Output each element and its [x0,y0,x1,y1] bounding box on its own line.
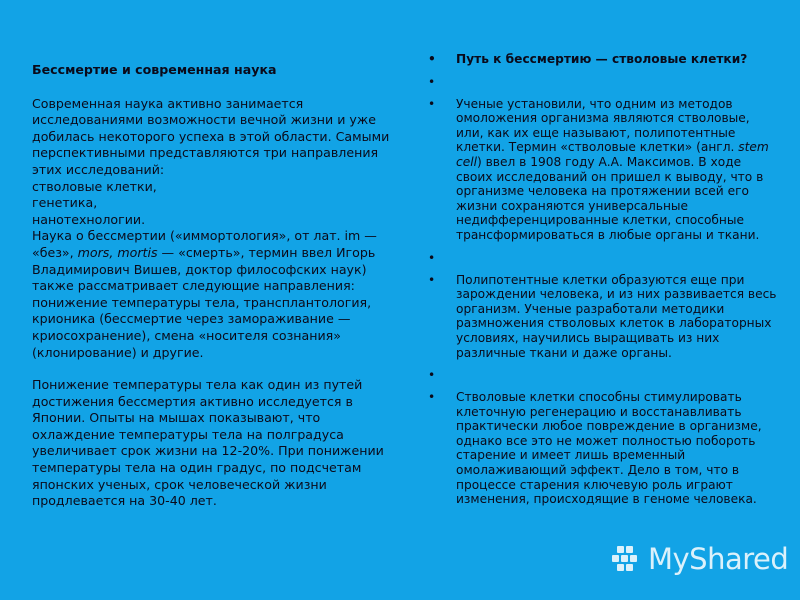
bullet-item: • Полипотентные клетки образуются еще при зарождении человека, и из них развивается весь организм. Ученые разработали методики размножения стволовых клеток в лабораторных условиях, научились выращивать из них различные ткани и даже органы. [428,273,778,361]
bullet-empty [428,75,778,89]
bullet-empty [428,368,778,382]
section-heading: Бессмертие и современная наука [32,62,277,77]
direction-item: нанотехнологии. [32,211,146,227]
immortology-paragraph: Наука о бессмертии («иммортология», от лат. im — «без», mors, mortis — «смерть», термин ввел Игорь Владимирович Вишев, доктор философских наук) также рассматривает следующие направления: понижение температуры тела, трансплантология, крионика (бессмертие через замораживание — криосохранение), смена «носителя сознания» (клонирование) и другие. [32,228,377,360]
direction-item: генетика, [32,195,98,211]
bullet-list [428,52,778,507]
bullet-item: • Стволовые клетки способны стимулировать клеточную регенерацию и восстанавливать практически любое повреждение в организме, однако все это не может полностью побороть старение и имеет лишь временный омолаживающий эффект. Дело в том, что в процессе старения ключевую роль играют изменения, происходящие в геноме человека. [428,390,778,507]
right-column [428,52,778,515]
left-column [32,62,404,510]
bullet-item: • Ученые установили, что одним из методов омоложения организма являются стволовые, или, как их еще называют, полипотентные клетки. Термин «стволовые клетки» (англ. stem cell) ввел в 1908 году А.А. Максимов. В ходе своих исследований он пришел к выводу, что в организме человека на протяжении всей его жизни сохраняются универсальные недифференцированные клетки, способные трансформироваться в любые органы и ткани. [428,97,778,243]
bullet-empty [428,251,778,265]
direction-item: стволовые клетки, [32,178,157,194]
watermark-text: MyShared [648,542,789,576]
temperature-paragraph: Понижение температуры тела как один из путей достижения бессмертия активно исследуется в Японии. Опыты на мышах показывают, что охлаждение температуры тела на полградуса увеличивает срок жизни на 12-20%. При понижении температуры тела на один градус, по подсчетам японских ученых, срок человеческой жизни продлевается на 30-40 лет. [32,377,384,509]
watermark-logo [608,539,792,579]
intro-paragraph: Современная наука активно занимается исследованиями возможности вечной жизни и уже добилась некоторого успеха в этой области. Самыми перспективными представляются три направления этих исследований: [32,95,390,177]
bullet-title: • Путь к бессмертию — стволовые клетки? [428,52,778,67]
presentation-icon [608,542,642,576]
